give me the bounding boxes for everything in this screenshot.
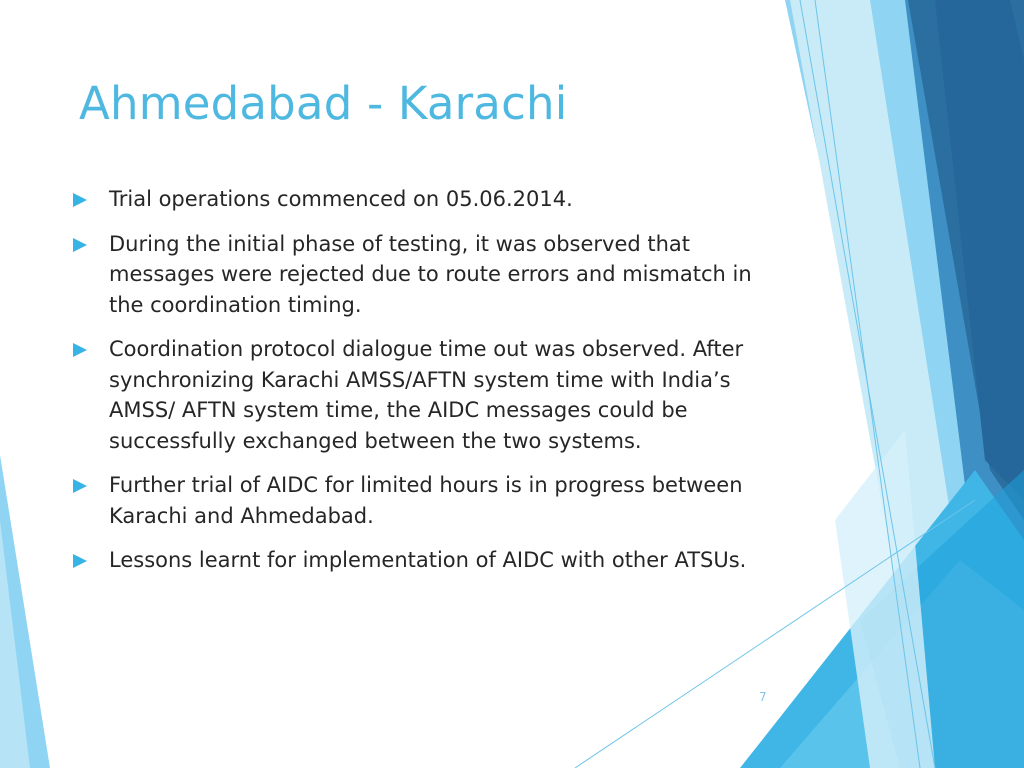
bullet-list	[72, 184, 772, 590]
bullet-text: Trial operations commenced on 05.06.2014.	[109, 187, 573, 211]
bullet-item	[72, 470, 772, 531]
bullet-text: Coordination protocol dialogue time out was observed. After synchronizing Karachi AMSS/AFTN system time with India’s AMSS/ AFTN system time, the AIDC messages could be successfully exchanged between the two systems.	[109, 337, 744, 453]
bullet-text: Lessons learnt for implementation of AIDC with other ATSUs.	[109, 548, 747, 572]
triangle-bullet-icon	[73, 343, 87, 357]
bullet-item	[72, 334, 772, 456]
bullet-text: During the initial phase of testing, it was observed that messages were rejected due to route errors and mismatch in the coordination timing.	[109, 231, 752, 317]
triangle-bullet-icon	[73, 554, 87, 568]
triangle-bullet-icon	[73, 193, 87, 207]
bullet-item	[72, 184, 772, 215]
slide-number: 7	[759, 690, 767, 704]
bullet-item	[72, 229, 772, 321]
triangle-bullet-icon	[73, 479, 87, 493]
slide-title: Ahmedabad - Karachi	[79, 77, 568, 130]
bullet-text: Further trial of AIDC for limited hours is in progress between Karachi and Ahmedabad.	[109, 473, 743, 528]
triangle-bullet-icon	[73, 238, 87, 252]
bullet-item	[72, 545, 772, 576]
